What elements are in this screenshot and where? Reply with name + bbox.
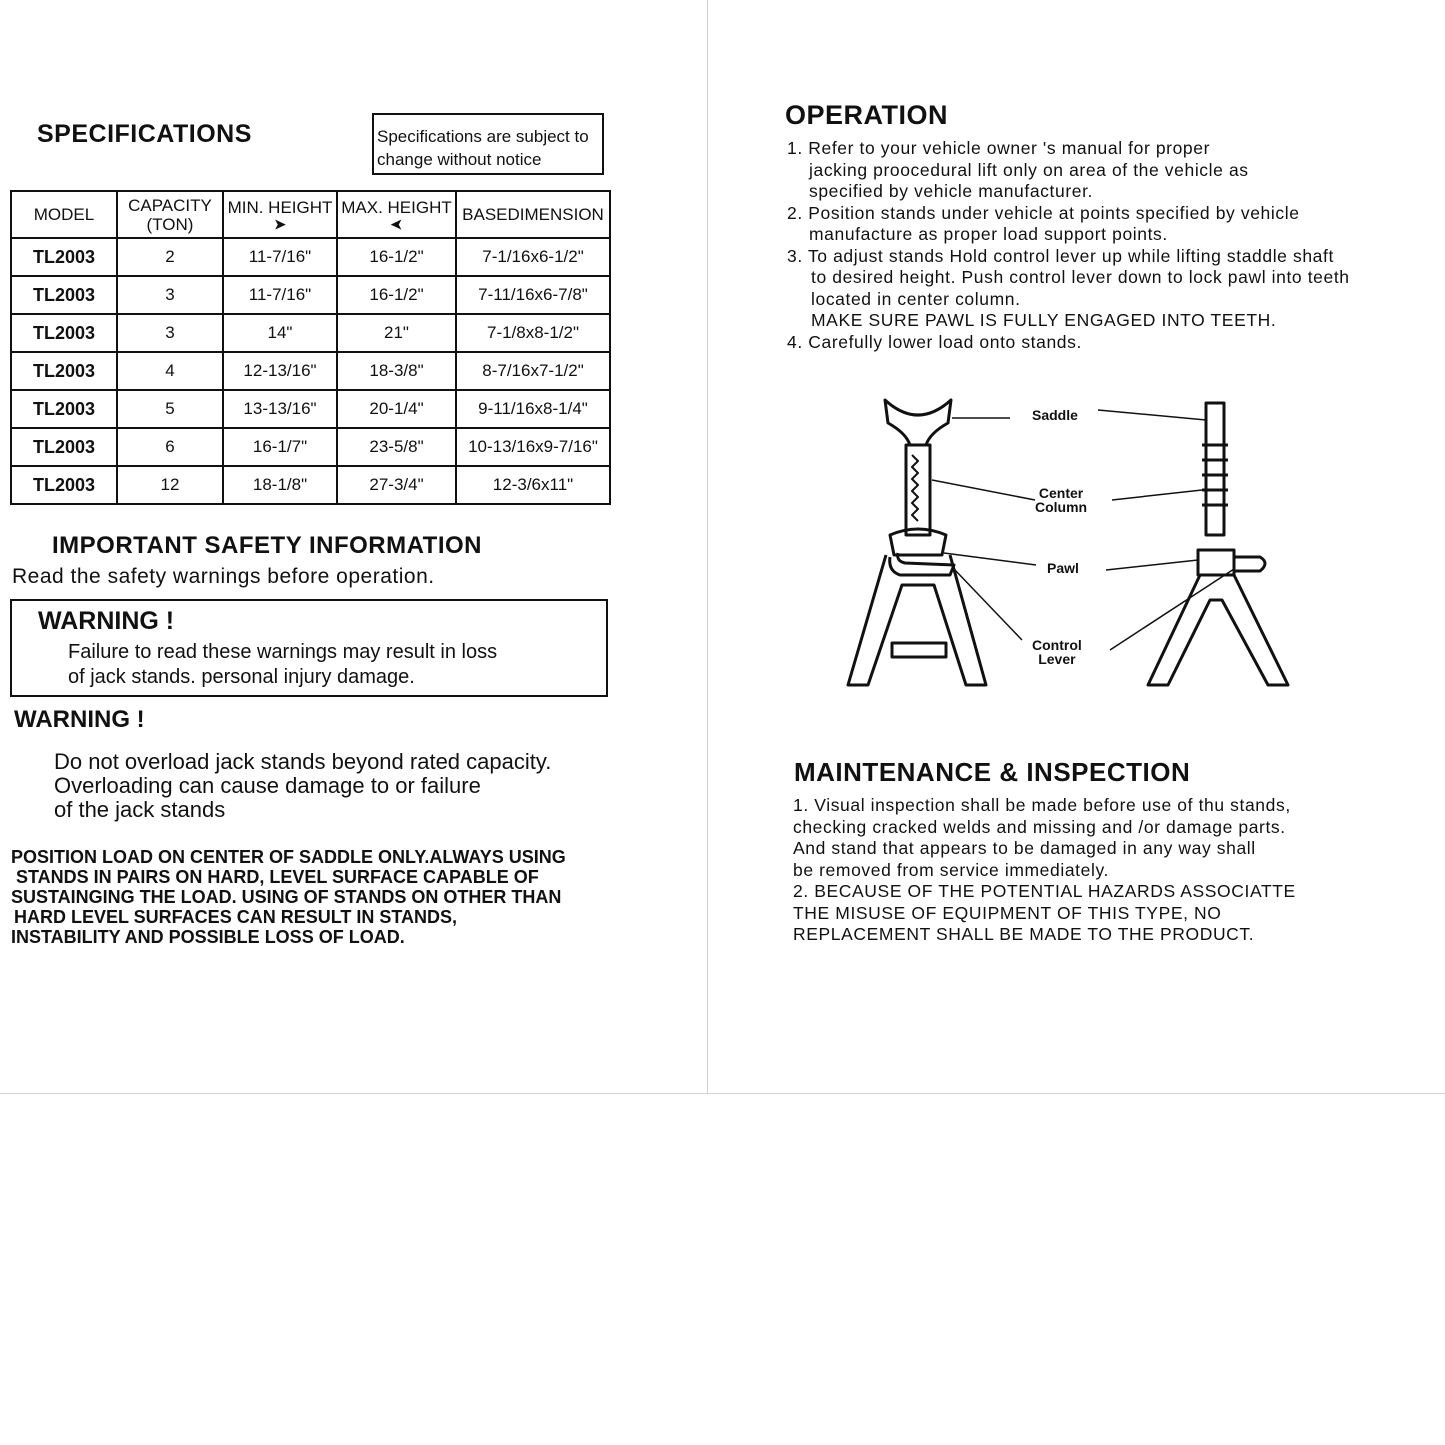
safety-subtitle: Read the safety warnings before operation. <box>12 565 435 588</box>
cell-base-dimension: 7-1/16x6-1/2" <box>456 238 610 276</box>
center-column-line-2: Column <box>1035 499 1088 515</box>
warning-2-text <box>54 750 551 822</box>
control-lever-line-1: Control <box>1032 637 1082 653</box>
cell-base-dimension: 9-11/16x8-1/4" <box>456 390 610 428</box>
op-line-2: jacking proocedural lift only on area of the vehicle as <box>809 159 1249 180</box>
pawl-housing-front <box>890 529 946 555</box>
op-line-6: 3. To adjust stands Hold control lever up while lifting staddle shaft <box>787 245 1334 266</box>
col-base-dimension: BASEDIMENSION <box>456 191 610 238</box>
a-frame-side <box>1148 575 1288 685</box>
caps-line-2: STANDS IN PAIRS ON HARD, LEVEL SURFACE CAPABLE OF <box>16 867 539 887</box>
cell-min-height: 11-7/16" <box>223 238 337 276</box>
warning-1-text <box>68 640 497 690</box>
col-capacity-line1: CAPACITY <box>128 195 212 215</box>
center-column-front <box>906 445 930 535</box>
caps-line-4: HARD LEVEL SURFACES CAN RESULT IN STANDS, <box>14 907 458 927</box>
column-leader-left <box>932 480 1035 500</box>
cell-min-height: 14" <box>223 314 337 352</box>
cell-base-dimension: 7-11/16x6-7/8" <box>456 276 610 314</box>
cell-min-height: 12-13/16" <box>223 352 337 390</box>
note-line-2: change without notice <box>377 150 542 169</box>
cell-capacity: 3 <box>117 276 223 314</box>
maint-line-4: be removed from service immediately. <box>793 859 1109 880</box>
col-min-height <box>223 191 337 238</box>
table-row <box>11 238 610 276</box>
table-row <box>11 352 610 390</box>
op-line-7: to desired height. Push control lever down to lock pawl into teeth <box>811 267 1350 287</box>
cell-max-height: 20-1/4" <box>337 390 456 428</box>
pawl-leader-right <box>1106 560 1198 570</box>
cell-base-dimension: 8-7/16x7-1/2" <box>456 352 610 390</box>
cell-model: TL2003 <box>11 352 117 390</box>
cell-capacity: 2 <box>117 238 223 276</box>
table-row <box>11 314 610 352</box>
operation-steps <box>787 138 1350 353</box>
cell-capacity: 12 <box>117 466 223 504</box>
cell-min-height: 16-1/7" <box>223 428 337 466</box>
cell-model: TL2003 <box>11 314 117 352</box>
center-column-line-1: Center <box>1038 485 1084 501</box>
figure-label-saddle: Saddle <box>1032 407 1078 423</box>
frame-crossbar <box>892 643 946 657</box>
operation-title: OPERATION <box>785 100 949 130</box>
warning-1-line-1: Failure to read these warnings may result in loss <box>68 641 498 663</box>
cell-capacity: 4 <box>117 352 223 390</box>
cell-max-height: 21" <box>337 314 456 352</box>
table-header-row <box>11 191 610 238</box>
arrow-left-icon: ➤ <box>390 216 403 232</box>
lever-leader-right <box>1110 569 1234 650</box>
caps-instructions <box>11 847 566 947</box>
maintenance-text <box>793 795 1296 946</box>
table-row <box>11 428 610 466</box>
specifications-title: SPECIFICATIONS <box>37 120 252 148</box>
col-max-height-label: MAX. HEIGHT <box>341 198 452 217</box>
warning-2-line-1: Do not overload jack stands beyond rated capacity. <box>54 749 552 774</box>
warning-2-title: WARNING ! <box>14 706 145 733</box>
cell-capacity: 5 <box>117 390 223 428</box>
cell-base-dimension: 7-1/8x8-1/2" <box>456 314 610 352</box>
specifications-table <box>10 190 611 505</box>
pawl-leader-left <box>944 553 1036 565</box>
cell-model: TL2003 <box>11 428 117 466</box>
maint-line-5: 2. BECAUSE OF THE POTENTIAL HAZARDS ASSOCIATTE <box>793 881 1296 901</box>
warning-2-line-2: Overloading can cause damage to or failure <box>54 773 481 798</box>
cell-max-height: 18-3/8" <box>337 352 456 390</box>
table-row <box>11 276 610 314</box>
center-column-side <box>1206 403 1224 535</box>
column-leader-right <box>1112 490 1202 500</box>
op-line-8: located in center column. <box>811 288 1021 309</box>
cell-max-height: 16-1/2" <box>337 276 456 314</box>
page-divider <box>707 0 708 1093</box>
maintenance-title: MAINTENANCE & INSPECTION <box>794 757 1191 787</box>
col-min-height-label: MIN. HEIGHT <box>227 198 333 217</box>
maint-line-6: THE MISUSE OF EQUIPMENT OF THIS TYPE, NO <box>793 902 1222 923</box>
control-lever-side <box>1234 557 1265 571</box>
cell-max-height: 16-1/2" <box>337 238 456 276</box>
figure-label-center-column <box>1035 486 1087 514</box>
cell-model: TL2003 <box>11 238 117 276</box>
specifications-note <box>372 113 604 175</box>
maint-line-2: checking cracked welds and missing and /or damage parts. <box>793 816 1286 837</box>
pawl-block-side <box>1198 550 1234 575</box>
op-line-4: 2. Position stands under vehicle at points specified by vehicle <box>787 202 1300 223</box>
maint-line-3: And stand that appears to be damaged in any way shall <box>793 838 1256 858</box>
col-model: MODEL <box>11 191 117 238</box>
note-line-1: Specifications are subject to <box>377 127 589 146</box>
maint-line-7: REPLACEMENT SHALL BE MADE TO THE PRODUCT. <box>793 924 1255 944</box>
table-row <box>11 390 610 428</box>
caps-line-5: INSTABILITY AND POSSIBLE LOSS OF LOAD. <box>11 927 405 947</box>
cell-base-dimension: 10-13/16x9-7/16" <box>456 428 610 466</box>
figure-label-control-lever <box>1032 638 1082 666</box>
maint-line-1: 1. Visual inspection shall be made before use of thu stands, <box>793 795 1291 815</box>
cell-max-height: 23-5/8" <box>337 428 456 466</box>
bottom-edge <box>0 1093 1445 1094</box>
cell-min-height: 18-1/8" <box>223 466 337 504</box>
control-lever-line-2: Lever <box>1038 651 1076 667</box>
cell-model: TL2003 <box>11 276 117 314</box>
caps-line-1: POSITION LOAD ON CENTER OF SADDLE ONLY.ALWAYS USING <box>11 847 566 867</box>
cell-model: TL2003 <box>11 390 117 428</box>
table-row <box>11 466 610 504</box>
cell-max-height: 27-3/4" <box>337 466 456 504</box>
saddle-leader-right <box>1098 410 1206 420</box>
arrow-right-icon: ➤ <box>274 216 286 232</box>
col-max-height <box>337 191 456 238</box>
op-line-3: specified by vehicle manufacturer. <box>809 181 1094 201</box>
warning-2-line-3: of the jack stands <box>54 797 226 822</box>
col-capacity-line2: (TON) <box>146 214 194 234</box>
cell-capacity: 3 <box>117 314 223 352</box>
cell-capacity: 6 <box>117 428 223 466</box>
warning-1-line-2: of jack stands. personal injury damage. <box>68 666 415 688</box>
figure-label-pawl: Pawl <box>1047 560 1079 576</box>
column-teeth <box>912 455 918 521</box>
warning-1-title: WARNING ! <box>38 607 175 635</box>
cell-min-height: 13-13/16" <box>223 390 337 428</box>
col-capacity <box>117 191 223 238</box>
safety-title: IMPORTANT SAFETY INFORMATION <box>52 532 482 559</box>
op-line-9: MAKE SURE PAWL IS FULLY ENGAGED INTO TEETH. <box>811 310 1277 330</box>
cell-base-dimension: 12-3/6x11" <box>456 466 610 504</box>
cell-min-height: 11-7/16" <box>223 276 337 314</box>
op-line-10: 4. Carefully lower load onto stands. <box>787 331 1082 352</box>
op-line-1: 1. Refer to your vehicle owner 's manual for proper <box>787 138 1211 158</box>
caps-line-3: SUSTAINGING THE LOAD. USING OF STANDS ON OTHER THAN <box>11 887 562 907</box>
saddle-front-shape <box>885 400 951 445</box>
cell-model: TL2003 <box>11 466 117 504</box>
op-line-5: manufacture as proper load support points. <box>809 224 1168 244</box>
